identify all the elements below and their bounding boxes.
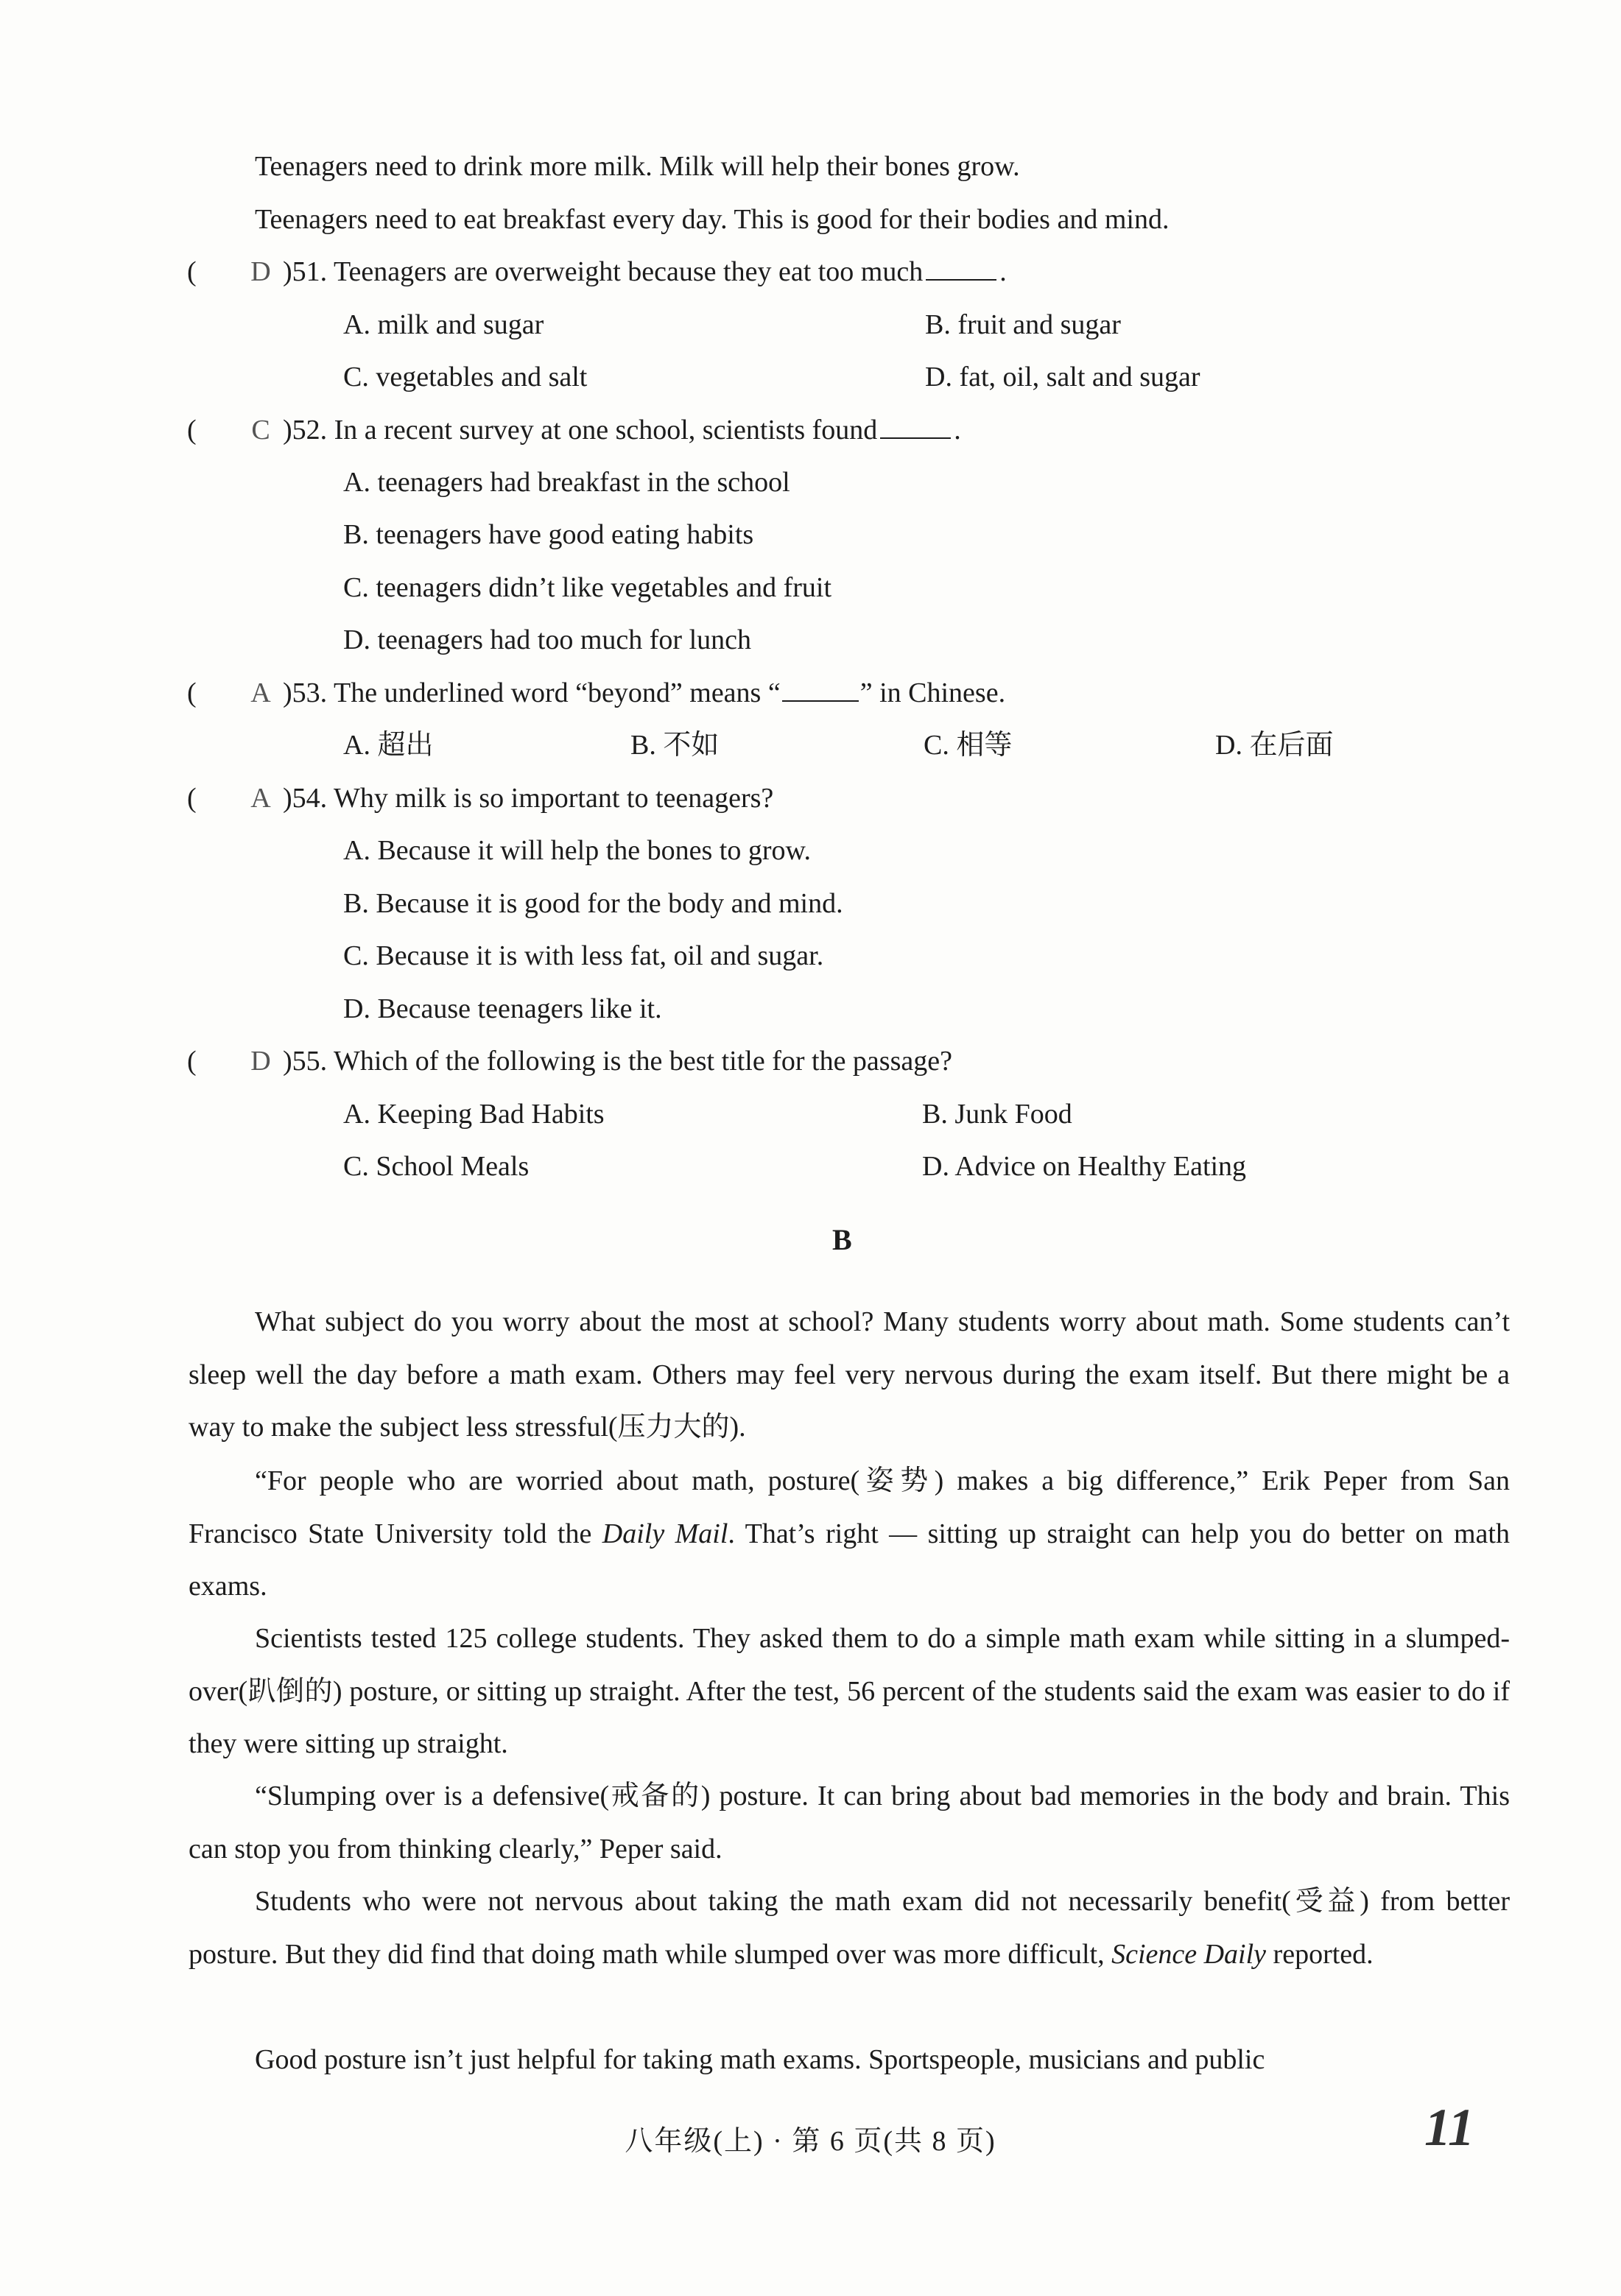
stem-51: Teenagers are overweight because they eat too much (333, 256, 924, 287)
option-53-d: D. 在后面 (1215, 730, 1334, 761)
stem-53: The underlined word “beyond” means “ (333, 677, 781, 708)
answer-52: C (251, 415, 270, 446)
stem-52: In a recent survey at one school, scientists found (334, 415, 878, 446)
passage-paragraph-6: Good posture isn’t just helpful for taking math exams. Sportspeople, musicians and public (255, 2044, 1265, 2075)
option-53-b: B. 不如 (630, 730, 720, 761)
option-52-d: D. teenagers had too much for lunch (343, 624, 751, 655)
question-52: ( C )52. In a recent survey at one school, scientists found . (187, 412, 961, 448)
option-54-c: C. Because it is with less fat, oil and sugar. (343, 940, 824, 971)
passage-paragraph-3: Scientists tested 125 college students. They asked them to do a simple math exam while sitting in a slumped-over(趴倒的) posture, or sitting up straight. After the test, 56 percent of the students said the exam was easier to do if they were sitting up straight. (189, 1623, 1510, 1759)
question-51: ( D )51. Teenagers are overweight because they eat too much . (187, 254, 1007, 289)
option-55-a: A. Keeping Bad Habits (343, 1099, 605, 1130)
option-55-b: B. Junk Food (922, 1099, 1072, 1130)
option-51-d: D. fat, oil, salt and sugar (925, 362, 1200, 392)
source-daily-mail: Daily Mail (602, 1518, 728, 1549)
answer-53: A (250, 677, 271, 708)
question-54: ( A )54. Why milk is so important to teenagers? (187, 781, 773, 816)
question-55: ( D )55. Which of the following is the best title for the passage? (187, 1043, 952, 1079)
option-51-b: B. fruit and sugar (925, 309, 1121, 340)
page-number: 11 (1424, 2098, 1475, 2157)
passage-paragraph-4: “Slumping over is a defensive(戒备的) posture. It can bring about bad memories in the body and brain. This can stop you from thinking clearly,” Peper said. (189, 1781, 1510, 1864)
stem-54: Why milk is so important to teenagers? (333, 783, 774, 814)
option-55-c: C. School Meals (343, 1151, 530, 1182)
question-53: ( A )53. The underlined word “beyond” means “ ” in Chinese. (187, 675, 1005, 711)
answer-55: D (250, 1046, 271, 1077)
option-54-a: A. Because it will help the bones to grow. (343, 835, 811, 866)
intro-line-1: Teenagers need to drink more milk. Milk will help their bones grow. (255, 151, 1020, 182)
intro-line-2: Teenagers need to eat breakfast every day. This is good for their bodies and mind. (255, 204, 1170, 235)
section-title-b: B (832, 1223, 852, 1256)
option-52-c: C. teenagers didn’t like vegetables and fruit (343, 572, 832, 603)
option-52-a: A. teenagers had breakfast in the school (343, 467, 790, 498)
passage-paragraph-1: What subject do you worry about the most at school? Many students worry about math. Some students can’t sleep well the day before a math exam. Others may feel very nervous during the exam itself. But there might be a way to make the subject less stressful(压力大的). (189, 1306, 1510, 1443)
option-52-b: B. teenagers have good eating habits (343, 519, 754, 550)
option-54-b: B. Because it is good for the body and mind. (343, 888, 843, 919)
stem-55: Which of the following is the best title for the passage? (333, 1046, 952, 1077)
blank-53 (782, 675, 859, 702)
option-51-a: A. milk and sugar (343, 309, 544, 340)
blank-51 (926, 254, 996, 281)
passage-paragraph-2: “For people who are worried about math, posture(姿势) makes a big difference,” Erik Peper from San Francisco State University told the Daily Mail. That’s right — sitting up straight can help you do better on math exams. (189, 1465, 1510, 1602)
page-footer: 八年级(上) · 第 6 页(共 8 页) (625, 2126, 996, 2157)
answer-51: D (250, 256, 271, 287)
blank-52 (880, 412, 951, 439)
option-51-c: C. vegetables and salt (343, 362, 588, 392)
source-science-daily: Science Daily (1111, 1938, 1267, 1970)
option-55-d: D. Advice on Healthy Eating (922, 1151, 1247, 1182)
passage-paragraph-5: Students who were not nervous about taking the math exam did not necessarily benefit(受益) from better posture. But they did find that doing math while slumped over was more difficult, Science Daily reported. (189, 1886, 1510, 1970)
option-53-c: C. 相等 (924, 730, 1013, 761)
answer-54: A (250, 783, 271, 814)
option-54-d: D. Because teenagers like it. (343, 993, 662, 1024)
option-53-a: A. 超出 (343, 730, 434, 761)
